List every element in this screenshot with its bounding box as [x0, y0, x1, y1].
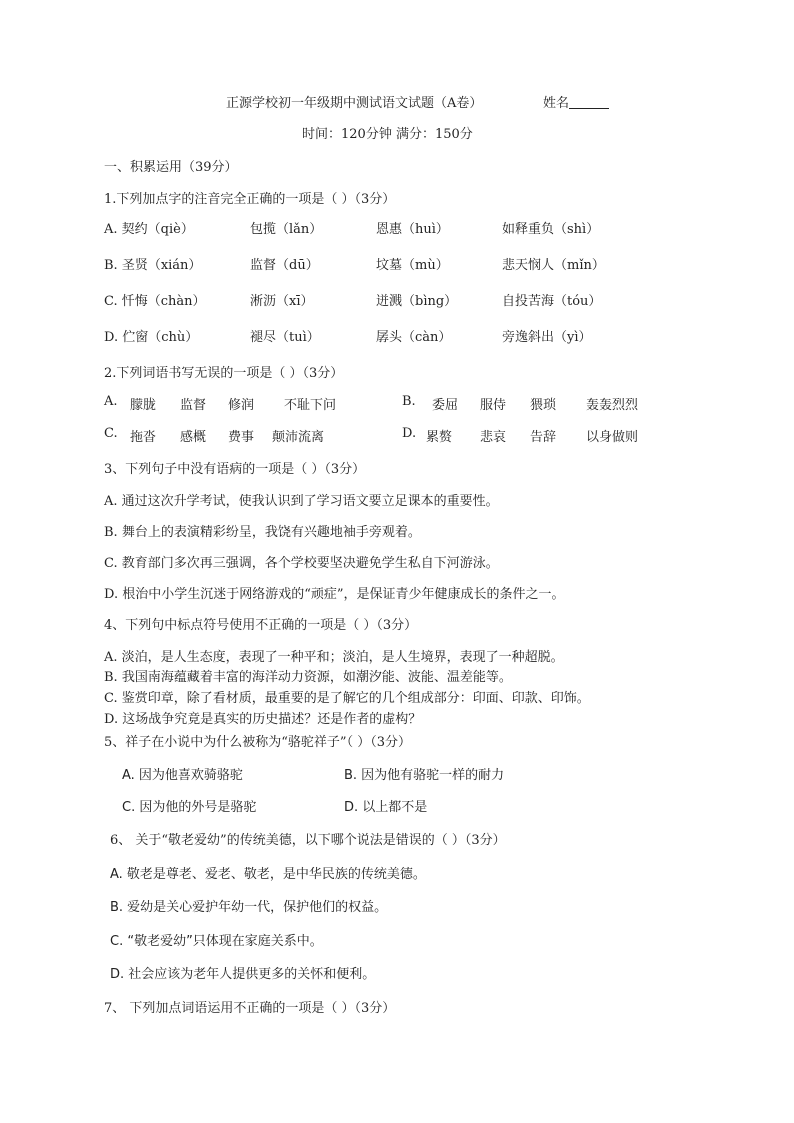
q2-option-a-w2: 监督	[180, 398, 207, 413]
section-title: 一、积累运用（39分）	[104, 160, 238, 175]
q5-option-c: C. 因为他的外号是骆驼	[122, 800, 257, 815]
q4-option-d: D. 这场战争究竟是真实的历史描述？还是作者的虚构？	[104, 712, 422, 727]
exam-title: 正源学校初一年级期中测试语文试题（A卷）	[226, 96, 483, 111]
q5-option-b: B. 因为他有骆驼一样的耐力	[344, 768, 505, 783]
q3-option-a: A. 通过这次升学考试，使我认识到了学习语文要立足课本的重要性。	[104, 494, 499, 509]
q6-option-c: C. “敬老爱幼”只体现在家庭关系中。	[110, 934, 323, 949]
q2-option-d-w2: 悲哀	[480, 430, 507, 445]
q6-option-d: D. 社会应该为老年人提供更多的关怀和便利。	[110, 967, 376, 982]
q1-option-d-col2: 褪尽（tuì）	[250, 330, 320, 345]
q1-option-c-col2: 淅沥（xī）	[250, 294, 314, 309]
q2-option-c-w1: 拖沓	[130, 430, 157, 445]
q2-option-d-letter: D.	[402, 426, 417, 441]
q2-option-b-letter: B.	[402, 394, 416, 409]
q1-option-d-col1: D. 伫窗（chù）	[104, 330, 199, 345]
name-label: 姓名	[543, 96, 570, 111]
q3-option-d: D. 根治中小学生沉迷于网络游戏的“顽症”，是保证青少年健康成长的条件之一。	[104, 587, 565, 602]
question-6-stem: 6、 关于“敬老爱幼”的传统美德，以下哪个说法是错误的（ ）（3分）	[110, 833, 506, 848]
q3-option-c: C. 教育部门多次再三强调，各个学校要坚决避免学生私自下河游泳。	[104, 556, 499, 571]
q2-option-a-w4: 不耻下问	[284, 398, 337, 413]
name-blank	[569, 96, 609, 109]
q1-option-a-col1: A. 契约（qiè）	[104, 222, 194, 237]
q2-option-c-w3: 费事	[228, 430, 255, 445]
question-3-stem: 3、下列句子中没有语病的一项是（ ）（3分）	[104, 462, 366, 477]
time-score-line: 时间：120分钟 满分：150分	[302, 127, 473, 142]
q2-option-c-letter: C.	[104, 426, 118, 441]
name-field	[543, 92, 609, 111]
q1-option-c-col4: 自投苦海（tóu）	[502, 294, 602, 309]
q2-option-c-w4: 颠沛流离	[272, 430, 325, 445]
q6-option-b: B. 爱幼是关心爱护年幼一代，保护他们的权益。	[110, 900, 388, 915]
q1-option-c-col1: C. 忏悔（chàn）	[104, 294, 206, 309]
q2-option-c-w2: 感概	[180, 430, 207, 445]
q2-option-d-w3: 告辞	[530, 430, 557, 445]
q1-option-a-col4: 如释重负（shì）	[502, 222, 600, 237]
q1-option-b-col1: B. 圣贤（xián）	[104, 258, 202, 273]
q2-option-b-w1: 委屈	[432, 398, 459, 413]
q1-option-b-col2: 监督（dū）	[250, 258, 319, 273]
question-7-stem: 7、 下列加点词语运用不正确的一项是（ ）（3分）	[104, 1001, 396, 1016]
q6-option-a: A. 敬老是尊老、爱老、敬老，是中华民族的传统美德。	[110, 867, 426, 882]
q4-option-a: A. 淡泊，是人生态度，表现了一种平和；淡泊，是人生境界，表现了一种超脱。	[104, 650, 564, 665]
q2-option-b-w2: 服侍	[480, 398, 507, 413]
question-1-stem: 1.下列加点字的注音完全正确的一项是（ ）（3分）	[104, 192, 396, 207]
q2-option-a-w3: 修润	[228, 398, 255, 413]
q4-option-c: C. 鉴赏印章，除了看材质，最重要的是了解它的几个组成部分：印面、印款、印饰。	[104, 691, 590, 706]
q2-option-a-w1: 朦胧	[130, 398, 157, 413]
q2-option-b-w3: 猥琐	[530, 398, 557, 413]
question-2-stem: 2.下列词语书写无误的一项是（ ）（3分）	[104, 366, 344, 381]
question-5-stem: 5、祥子在小说中为什么被称为“骆驼祥子”（ ）（3分）	[104, 735, 411, 750]
q2-option-b-w4: 轰轰烈烈	[586, 398, 639, 413]
q4-option-b: B. 我国南海蕴藏着丰富的海洋动力资源，如潮汐能、波能、温差能等。	[104, 670, 512, 685]
q1-option-a-col2: 包揽（lǎn）	[250, 222, 323, 237]
q1-option-c-col3: 迸溅（bìng）	[376, 294, 458, 309]
question-4-stem: 4、下列句中标点符号使用不正确的一项是（ ）（3分）	[104, 618, 418, 633]
q2-option-d-w1: 累赘	[426, 430, 453, 445]
q2-option-d-w4: 以身做则	[586, 430, 639, 445]
q5-option-a: A. 因为他喜欢骑骆驼	[122, 768, 243, 783]
q1-option-a-col3: 恩惠（huì）	[376, 222, 449, 237]
q3-option-b: B. 舞台上的表演精彩纷呈，我饶有兴趣地袖手旁观着。	[104, 525, 421, 540]
q1-option-d-col3: 孱头（càn）	[376, 330, 452, 345]
q2-option-a-letter: A.	[104, 394, 118, 409]
q5-option-d: D. 以上都不是	[344, 800, 428, 815]
q1-option-b-col4: 悲天悯人（mǐn）	[502, 258, 605, 273]
q1-option-d-col4: 旁逸斜出（yì）	[502, 330, 592, 345]
q1-option-b-col3: 坟墓（mù）	[376, 258, 449, 273]
